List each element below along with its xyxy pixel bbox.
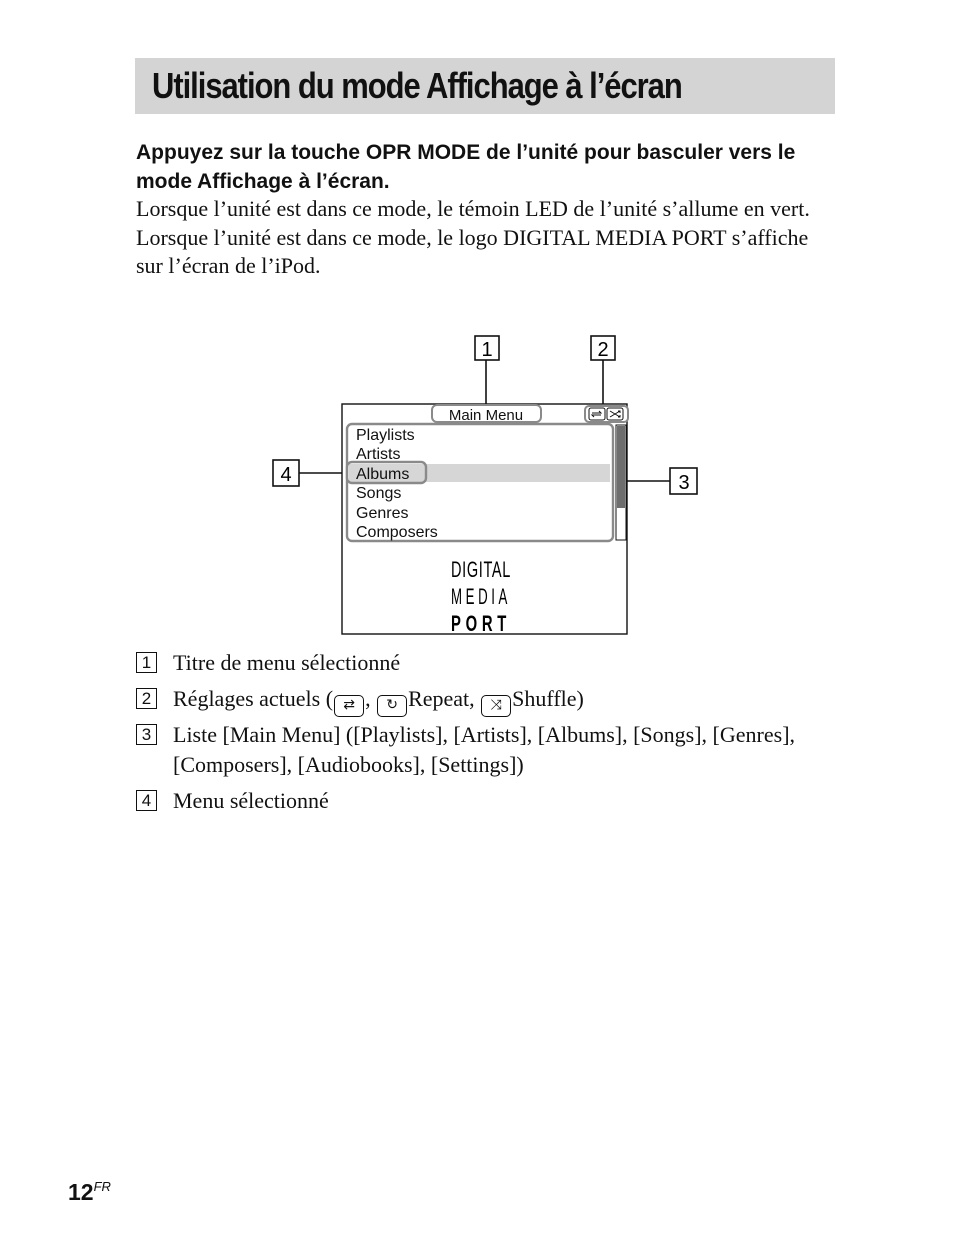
legend-number-3: 3 — [136, 724, 157, 745]
menu-item-artists: Artists — [356, 446, 401, 463]
repeat-icon: ⇄ — [334, 695, 364, 717]
legend-2-prefix: Réglages actuels ( — [173, 686, 334, 711]
legend-text-3: Liste [Main Menu] ([Playlists], [Artists], [Albums], [Songs], [Genres], [Composers], [Audiobooks], [Settings]) — [173, 722, 796, 777]
legend-number-1: 1 — [136, 652, 157, 673]
shuffle-icon: ⤨ — [481, 695, 511, 717]
paragraph-led: Lorsque l’unité est dans ce mode, le témoin LED de l’unité s’allume en vert. — [136, 196, 810, 221]
callout-4-label: 4 — [280, 464, 292, 486]
legend-text-1: Titre de menu sélectionné — [173, 650, 401, 675]
page-number-value: 12 — [68, 1179, 94, 1205]
paragraph-logo: Lorsque l’unité est dans ce mode, le logo DIGITAL MEDIA PORT s’affiche sur l’écran de l’iPod. — [136, 224, 809, 278]
repeat-icon — [589, 408, 605, 420]
menu-item-albums: Albums — [356, 466, 410, 483]
menu-item-composers: Composers — [356, 524, 438, 541]
callout-3 — [670, 468, 697, 494]
menu-item-genres: Genres — [356, 505, 409, 522]
callout-4 — [273, 460, 299, 486]
repeat-one-icon: ↻ — [377, 695, 407, 717]
page-language-suffix: FR — [93, 1179, 111, 1194]
legend-2-sep: , — [365, 686, 371, 711]
callout-2 — [591, 336, 615, 361]
logo-line-digital: DIGITAL — [451, 557, 511, 582]
menu-item-playlists: Playlists — [356, 427, 415, 444]
page-number — [68, 1179, 111, 1206]
legend-text-4: Menu sélectionné — [173, 788, 329, 813]
legend-2-shuffle: Shuffle) — [512, 686, 584, 711]
logo-line-media: MEDIA — [451, 584, 511, 609]
legend-number-4: 4 — [136, 790, 157, 811]
instruction-heading: Appuyez sur la touche OPR MODE de l’unité pour basculer vers le mode Affichage à l’écran. — [136, 141, 796, 193]
callout-2-label: 2 — [597, 339, 609, 361]
digital-media-port-logo — [451, 557, 511, 636]
logo-line-port: PORT — [451, 611, 511, 636]
menu-item-songs: Songs — [356, 485, 402, 502]
page-title: Utilisation du mode Affichage à l’écran — [152, 65, 682, 106]
callout-1 — [475, 336, 499, 361]
shuffle-icon — [607, 408, 623, 420]
callout-1-label: 1 — [481, 339, 493, 361]
legend-2-repeat: Repeat, — [408, 686, 475, 711]
screen-title: Main Menu — [448, 407, 524, 424]
legend-text-2 — [173, 684, 813, 717]
callout-3-label: 3 — [678, 472, 690, 494]
legend-number-2: 2 — [136, 688, 157, 709]
scrollbar-thumb — [617, 426, 625, 508]
